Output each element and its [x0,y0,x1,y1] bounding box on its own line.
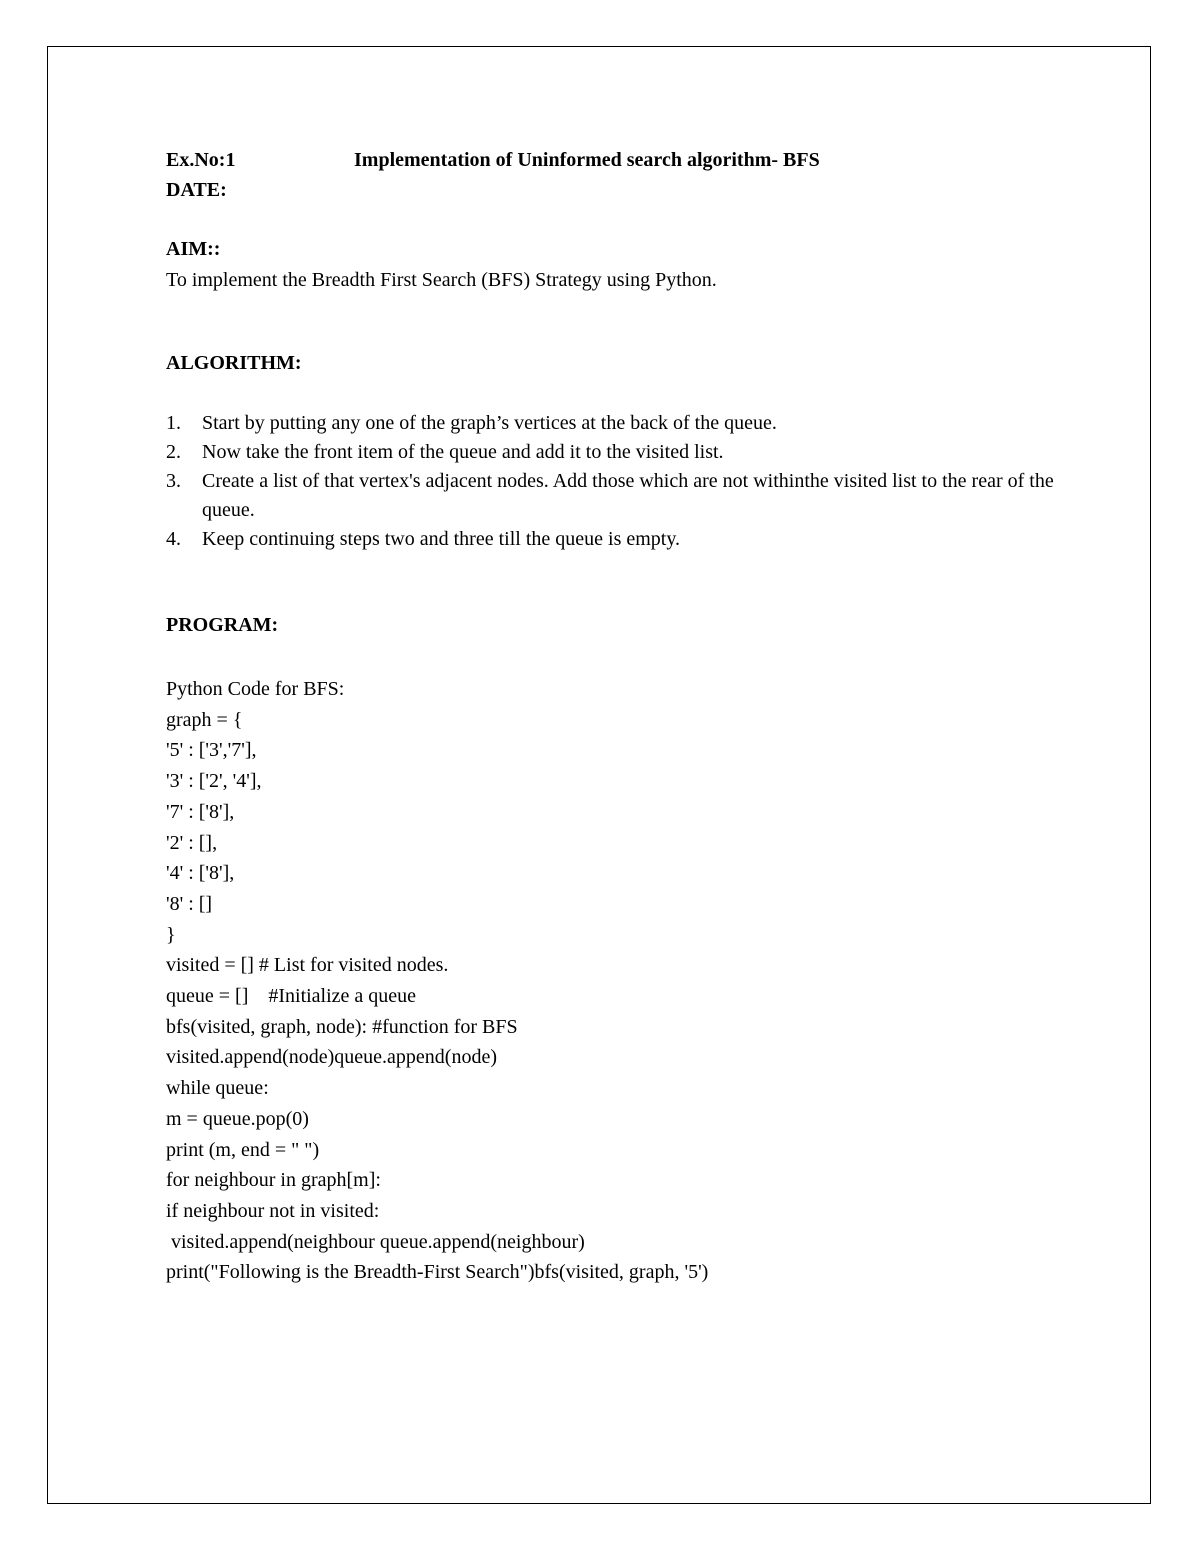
step-text: Start by putting any one of the graph’s vertices at the back of the queue. [202,411,777,434]
code-line: graph = { [166,708,243,731]
code-line: visited.append(neighbour queue.append(neighbour) [166,1230,585,1253]
code-line: while queue: [166,1077,269,1100]
code-line: '2' : [], [166,831,218,854]
code-line: '3' : ['2', '4'], [166,770,262,793]
code-line: print (m, end = " ") [166,1138,320,1161]
aim-heading: AIM:: [166,238,221,260]
code-line: m = queue.pop(0) [166,1107,309,1130]
date-label: DATE: [166,179,227,201]
algorithm-step [166,525,1066,554]
exercise-title: Implementation of Uninformed search algorithm- BFS [354,149,820,171]
code-line: '8' : [] [166,892,213,915]
code-line: queue = [] #Initialize a queue [166,985,417,1008]
code-line: '5' : ['3','7'], [166,739,257,762]
code-line: '4' : ['8'], [166,862,235,885]
code-line: bfs(visited, graph, node): #function for BFS [166,1015,518,1038]
header-line [166,145,1066,175]
step-number: 4. [166,527,181,550]
step-number: 1. [166,411,181,434]
code-line: Python Code for BFS: [166,678,345,700]
program-code [166,674,1066,1288]
code-line: print("Following is the Breadth-First Search")bfs(visited, graph, '5') [166,1261,709,1284]
algorithm-heading: ALGORITHM: [166,352,302,374]
code-line: if neighbour not in visited: [166,1199,380,1222]
program-heading: PROGRAM: [166,613,279,636]
code-line: } [166,923,176,946]
code-line: '7' : ['8'], [166,800,235,823]
algorithm-step [166,409,1066,438]
code-line: visited.append(node)queue.append(node) [166,1046,497,1069]
algorithm-steps [166,409,1066,554]
algorithm-step [166,467,1066,525]
step-text: Create a list of that vertex's adjacent nodes. Add those which are not withinthe visited list to the rear of the queue. [202,469,1054,521]
algorithm-step [166,438,1066,467]
exercise-number: Ex.No:1 [166,149,236,171]
step-text: Keep continuing steps two and three till the queue is empty. [202,527,681,550]
aim-text: To implement the Breadth First Search (BFS) Strategy using Python. [166,268,717,291]
step-text: Now take the front item of the queue and add it to the visited list. [202,440,724,463]
code-line: for neighbour in graph[m]: [166,1169,381,1192]
step-number: 3. [166,469,181,492]
step-number: 2. [166,440,181,463]
code-line: visited = [] # List for visited nodes. [166,954,449,977]
document-body [166,145,1066,1288]
